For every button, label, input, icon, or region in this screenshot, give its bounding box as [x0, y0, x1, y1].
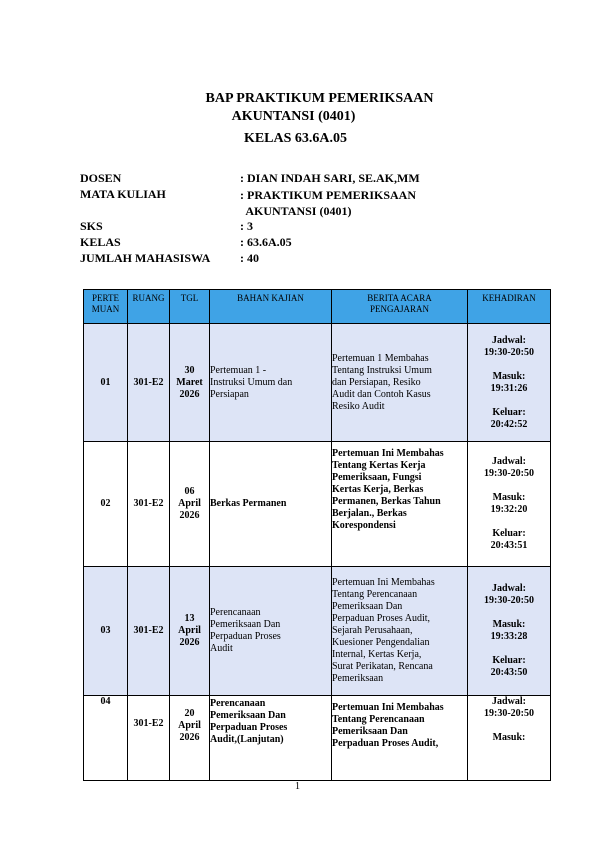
jadwal-value: 19:30-20:50 [484, 595, 534, 606]
text-line: dan Persiapan, Resiko [332, 376, 421, 388]
cell-bahan [210, 696, 332, 781]
text-line: Pemeriksaan Dan [210, 710, 286, 721]
text-line: Pertemuan Ini Membahas [332, 448, 444, 459]
text-line: Tentang Instruksi Umum [332, 364, 432, 376]
info-label: DOSEN [80, 171, 122, 185]
table-row [84, 567, 551, 696]
masuk-label: Masuk: [492, 619, 526, 630]
col-header-bahan: BAHAN KAJIAN [210, 290, 332, 324]
masuk-label: Masuk: [492, 492, 526, 503]
info-value-line: : PRAKTIKUM PEMERIKSAAN [240, 188, 416, 202]
keluar-label: Keluar: [492, 655, 526, 666]
text-line: Berkas Permanen [210, 498, 287, 509]
cell-bahan [210, 567, 332, 696]
masuk-value: 19:31:26 [490, 382, 528, 394]
text-line: Audit [210, 643, 233, 654]
tgl-month: April [178, 498, 201, 509]
doc-title-line-2: AKUNTANSI (0401) [231, 109, 356, 124]
text-line: Pemeriksaan [332, 673, 384, 684]
jadwal-value: 19:30-20:50 [484, 346, 534, 358]
cell-berita [332, 442, 468, 567]
cell-berita [332, 696, 468, 781]
masuk-value: 19:32:20 [490, 504, 528, 515]
tgl-year: 2026 [179, 637, 200, 648]
jadwal-value: 19:30-20:50 [484, 468, 534, 479]
text-line: Tentang Perencanaan [332, 714, 425, 725]
text-line: Perpaduan Proses Audit, [332, 613, 431, 624]
page-number: 1 [295, 781, 300, 792]
text-line: Perpaduan Proses Audit, [332, 738, 439, 749]
cell-no: 04 [84, 696, 128, 781]
jadwal-label: Jadwal: [492, 334, 526, 346]
cell-kehadiran [468, 696, 551, 781]
bap-table [83, 289, 551, 781]
text-line: Pertemuan Ini Membahas [332, 702, 444, 713]
info-value [240, 187, 416, 219]
cell-tgl [170, 696, 210, 781]
table-row [84, 442, 551, 567]
col-header-ruang: RUANG [128, 290, 170, 324]
col-header-text: PENGAJARAN [369, 304, 429, 314]
text-line: Persiapan [210, 388, 249, 400]
text-line: Audit,(Lanjutan) [210, 734, 284, 745]
text-line: Kertas Kerja, Berkas [332, 484, 424, 495]
keluar-label: Keluar: [492, 406, 526, 418]
keluar-value: 20:43:51 [490, 540, 528, 551]
text-line: Perpaduan Proses [210, 631, 281, 642]
text-line: Pertemuan 1 - [210, 364, 267, 376]
col-header-kehadiran: KEHADIRAN [468, 290, 551, 324]
cell-ruang: 301-E2 [128, 442, 170, 567]
cell-no: 01 [84, 324, 128, 442]
cell-tgl [170, 442, 210, 567]
text-line: Internal, Kertas Kerja, [332, 649, 422, 660]
cell-no: 03 [84, 567, 128, 696]
jadwal-label: Jadwal: [492, 456, 526, 467]
text-line: Korespondensi [332, 520, 396, 531]
tgl-year: 2026 [179, 732, 200, 743]
text-line: Permanen, Berkas Tahun [332, 496, 441, 507]
col-header-tgl: TGL [170, 290, 210, 324]
text-line: Instruksi Umum dan [210, 376, 293, 388]
cell-kehadiran [468, 567, 551, 696]
text-line: Berjalan., Berkas [332, 508, 407, 519]
info-value: : 63.6A.05 [240, 235, 292, 249]
cell-tgl [170, 324, 210, 442]
text-line: Pemeriksaan, Fungsi [332, 472, 422, 483]
cell-ruang: 301-E2 [128, 567, 170, 696]
text-line: Resiko Audit [332, 400, 385, 412]
col-header-berita [332, 290, 468, 324]
col-header-text: MUAN [91, 304, 120, 314]
text-line: Kuesioner Pengendalian [332, 637, 430, 648]
info-label: MATA KULIAH [80, 187, 166, 201]
text-line: Perencanaan [210, 607, 261, 618]
cell-tgl [170, 567, 210, 696]
text-line: Pemeriksaan Dan [332, 726, 408, 737]
info-value: : DIAN INDAH SARI, SE.AK,MM [240, 171, 420, 185]
cell-ruang: 301-E2 [128, 324, 170, 442]
table-header-row [84, 290, 551, 324]
cell-kehadiran [468, 324, 551, 442]
text-line: Perencanaan [210, 698, 266, 709]
text-line: Perpaduan Proses [210, 722, 288, 733]
col-header-text: BERITA ACARA [367, 293, 432, 303]
tgl-day: 06 [184, 486, 195, 497]
info-label: KELAS [80, 235, 121, 249]
cell-berita [332, 324, 468, 442]
text-line: Surat Perikatan, Rencana [332, 661, 433, 672]
text-line: Pemeriksaan Dan [332, 601, 403, 612]
cell-berita [332, 567, 468, 696]
col-header-text: PERTE [92, 293, 119, 303]
keluar-value: 20:43:50 [490, 667, 528, 678]
tgl-month: April [178, 720, 201, 731]
text-line: Audit dan Contoh Kasus [332, 388, 431, 400]
cell-kehadiran [468, 442, 551, 567]
tgl-month: April [178, 625, 201, 636]
table-row [84, 696, 551, 781]
cell-bahan [210, 324, 332, 442]
text-line: Tentang Kertas Kerja [332, 460, 426, 471]
text-line: Pertemuan 1 Membahas [332, 352, 429, 364]
cell-no: 02 [84, 442, 128, 567]
tgl-month: Maret [176, 376, 203, 388]
doc-title-line-1: BAP PRAKTIKUM PEMERIKSAAN [205, 91, 434, 106]
tgl-day: 13 [184, 613, 195, 624]
jadwal-value: 19:30-20:50 [484, 708, 534, 719]
tgl-year: 2026 [179, 388, 200, 400]
cell-ruang: 301-E2 [128, 696, 170, 781]
col-header-pertemuan [84, 290, 128, 324]
cell-bahan [210, 442, 332, 567]
tgl-day: 20 [184, 708, 195, 719]
keluar-label: Keluar: [492, 528, 526, 539]
info-value: : 40 [240, 251, 259, 265]
table-row [84, 324, 551, 442]
masuk-label: Masuk: [492, 732, 526, 743]
info-label: SKS [80, 219, 103, 233]
info-value-line: AKUNTANSI (0401) [240, 204, 352, 218]
doc-title-class: KELAS 63.6A.05 [243, 131, 348, 146]
text-line: Pertemuan Ini Membahas [332, 577, 435, 588]
masuk-value: 19:33:28 [490, 631, 528, 642]
keluar-value: 20:42:52 [490, 418, 528, 430]
info-label: JUMLAH MAHASISWA [80, 251, 211, 265]
jadwal-label: Jadwal: [492, 696, 526, 707]
text-line: Sejarah Perusahaan, [332, 625, 413, 636]
text-line: Tentang Perencanaan [332, 589, 418, 600]
text-line: Pemeriksaan Dan [210, 619, 281, 630]
info-value: : 3 [240, 219, 253, 233]
jadwal-label: Jadwal: [492, 583, 526, 594]
tgl-day: 30 [184, 364, 195, 376]
tgl-year: 2026 [179, 510, 200, 521]
masuk-label: Masuk: [492, 370, 526, 382]
